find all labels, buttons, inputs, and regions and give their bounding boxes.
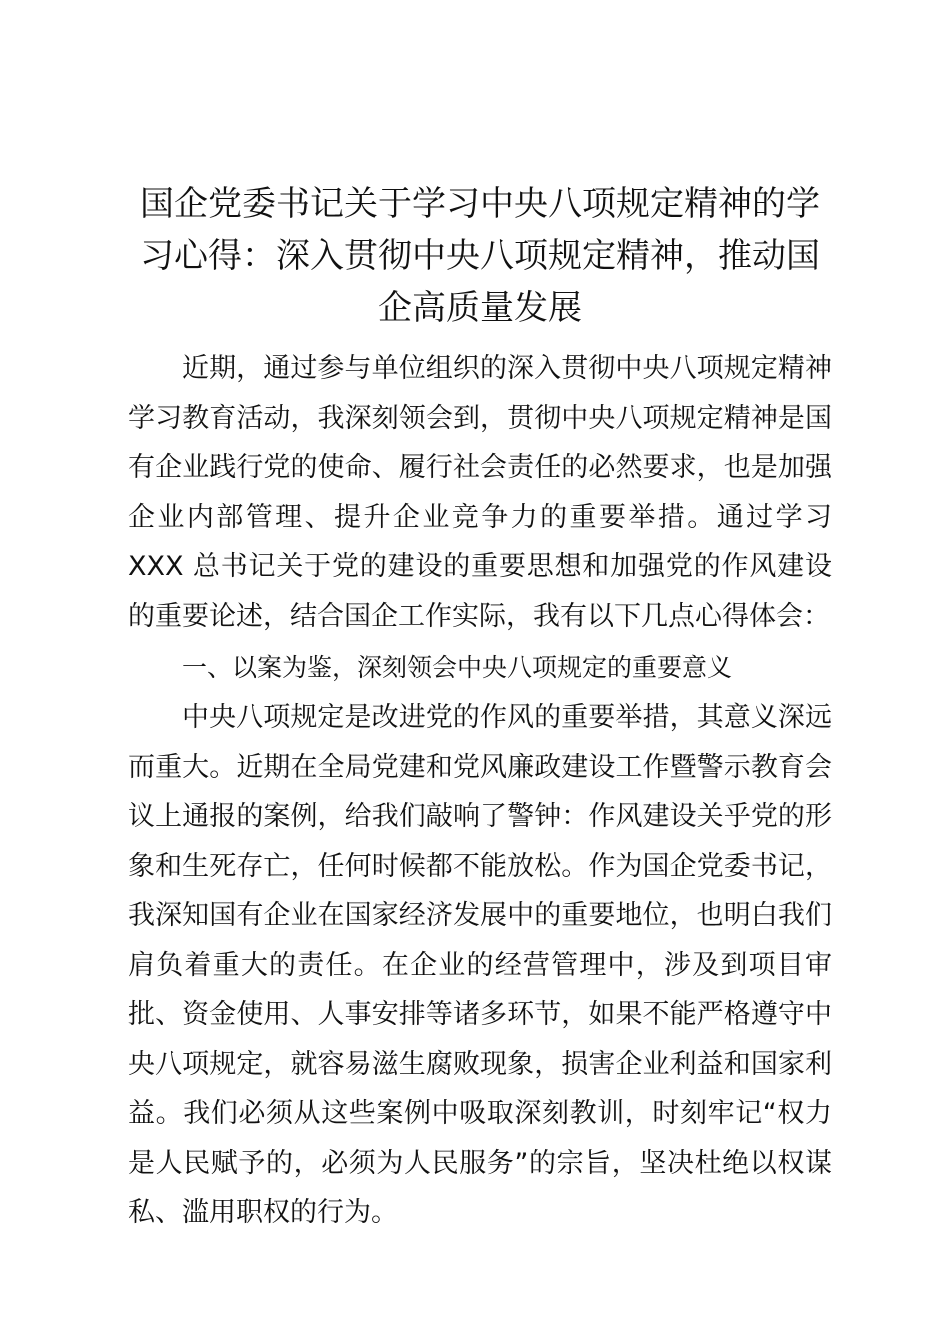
body-paragraph: 中央八项规定是改进党的作风的重要举措，其意义深远而重大。近期在全局党建和党风廉政建设工作暨警示教育会议上通报的案例，给我们敲响了警钟：作风建设关乎党的形象和生死存亡，任何时候都不能放松。作为国企党委书记，我深知国有企业在国家经济发展中的重要地位，也明白我们肩负着重大的责任。在企业的经营管理中，涉及到项目审批、资金使用、人事安排等诸多环节，如果不能严格遵守中央八项规定，就容易滋生腐败现象，损害企业利益和国家利益。我们必须从这些案例中吸取深刻教训，时刻牢记“权力是人民赋予的，必须为人民服务”的宗旨，坚决杜绝以权谋私、滥用职权的行为。 bbox=[128, 702, 832, 1228]
intro-paragraph: 近期，通过参与单位组织的深入贯彻中央八项规定精神学习教育活动，我深刻领会到，贯彻中央八项规定精神是国有企业践行党的使命、履行社会责任的必然要求，也是加强企业内部管理、提升企业竞争力的重要举措。通过学习 XXX 总书记关于党的建设的重要思想和加强党的作风建设的重要论述，结合国企工作实际，我有以下几点心得体会： bbox=[128, 353, 832, 632]
document-title: 国企党委书记关于学习中央八项规定精神的学习心得：深入贯彻中央八项规定精神，推动国企高质量发展 bbox=[140, 184, 820, 328]
section-heading: 一、以案为鉴，深刻领会中央八项规定的重要意义 bbox=[182, 653, 733, 682]
document-content bbox=[128, 178, 832, 1238]
